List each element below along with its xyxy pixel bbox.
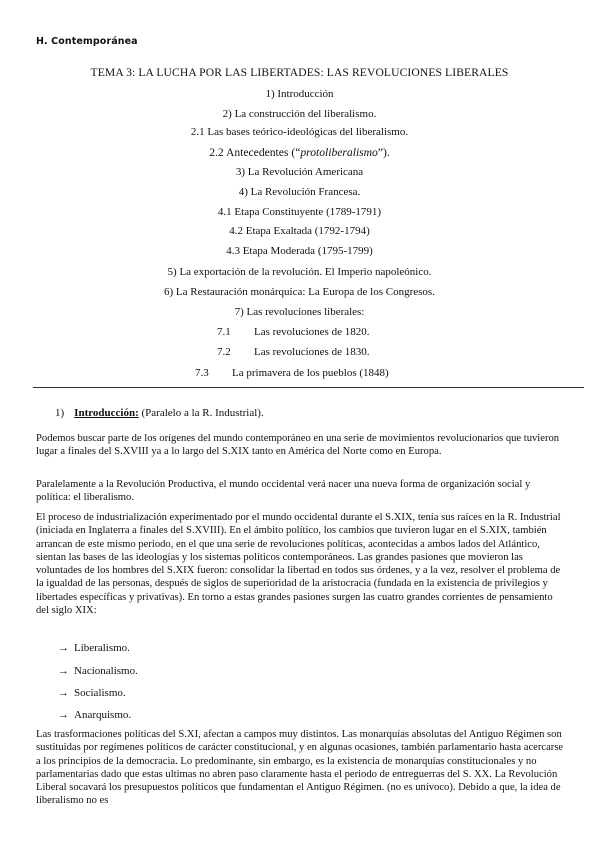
section-subtitle: (Paralelo a la R. Industrial). <box>138 407 264 419</box>
arrow-icon: → <box>58 642 69 654</box>
toc-subitem-num: 7.1 <box>217 326 231 338</box>
list-item <box>58 665 138 677</box>
list-item-label: Socialismo. <box>74 687 126 699</box>
arrow-icon: → <box>58 687 69 699</box>
toc-item-prefix: 2.2 Antecedentes (“ <box>209 146 301 159</box>
list-item <box>58 687 126 699</box>
toc-subitem-label: La primavera de los pueblos (1848) <box>232 367 389 379</box>
section-divider <box>33 387 584 388</box>
toc-item: 2.1 Las bases teórico-ideológicas del liberalismo. <box>190 126 409 138</box>
list-item-label: Anarquismo. <box>74 709 132 721</box>
toc-item: 2) La construcción del liberalismo. <box>222 108 377 120</box>
section-keyword: Introducción: <box>74 407 139 419</box>
toc-item: 4.1 Etapa Constituyente (1789-1791) <box>217 206 382 218</box>
arrow-icon: → <box>58 665 69 677</box>
list-item-label: Nacionalismo. <box>74 665 138 677</box>
toc-item-suffix: ”). <box>377 146 390 159</box>
list-item-label: Liberalismo. <box>74 642 130 654</box>
toc-item: 4) La Revolución Francesa. <box>238 186 361 198</box>
toc-item: 4.3 Etapa Moderada (1795-1799) <box>226 245 373 257</box>
course-header: H. Contemporánea <box>36 36 138 47</box>
toc-subitem-num: 7.2 <box>217 346 231 358</box>
toc-item: 7) Las revoluciones liberales: <box>234 306 365 318</box>
paragraph: Las trasformaciones políticas del S.XI, afectan a campos muy distintos. Las monarquías absolutas del Antiguo Régimen son sustituidas por regímenes políticos de carácter constitucional, y en algunas ocasiones, también parlamentario hasta acercarse a los principios de la democracia. Lo predominante, sin embargo, es la existencia de monarquías constitucionales y no parlamentarias dado que estas ultimas no abren paso claramente hasta el periodo de entreguerras del S. XX. La Revolución Liberal socavará los presupuestos políticos que fundamentan el Antiguo Régimen. (no es unívoco). Debido a que, la idea de liberalismo no es <box>36 729 564 807</box>
list-item <box>58 709 131 721</box>
toc-item: 1) Introducción <box>265 88 334 100</box>
toc-item: 5) La exportación de la revolución. El Imperio napoleónico. <box>167 266 432 278</box>
toc-item-italic: protoliberalismo <box>300 146 378 159</box>
paragraph: Podemos buscar parte de los orígenes del mundo contemporáneo en una serie de movimientos revolucionarios que tuvieron lugar a finales del S.XVIII ya a lo largo del S.XIX tanto en América del Norte como en Europa. <box>36 433 560 458</box>
paragraph: Paralelamente a la Revolución Productiva, el mundo occidental verá nacer una nueva forma de organización social y política: el liberalismo. <box>36 479 531 504</box>
toc-item-antecedentes <box>0 146 599 159</box>
section-heading-introduccion <box>55 407 264 419</box>
toc-item: 4.2 Etapa Exaltada (1792-1794) <box>229 225 370 237</box>
paragraph: El proceso de industrialización experimentado por el mundo occidental durante el S.XIX, tenía sus raíces en la R. Industrial (iniciada en Inglaterra a finales del S.XVIII). En el ámbito político, los cambios que tuvieron lugar en el S.XIX, también arrancan de este mismo periodo, en el que una serie de revoluciones políticas, acontecidas a ambos lados del Atlántico, sientan las bases de las ideologías y los sistemas políticos contemporáneos. Las grandes pasiones que movieron las voluntades de los hombres del S.XIX fueron: consolidar la libertad en todos sus órdenes, y a la vez, resolver el problema de la igualdad de las personas, después de siglos de superioridad de la aristocracia (fundada en la existencia de privilegios y libertades específicas y privativas). En torno a estas grandes pasiones surgen las cuatro grandes corrientes de pensamiento del siglo XIX: <box>36 512 561 617</box>
section-number: 1) <box>55 407 65 419</box>
toc-item: 3) La Revolución Americana <box>235 166 364 178</box>
arrow-icon: → <box>58 709 69 721</box>
toc-subitem-label: Las revoluciones de 1830. <box>254 346 370 358</box>
toc-item: 6) La Restauración monárquica: La Europa de los Congresos. <box>164 286 435 298</box>
document-title: TEMA 3: LA LUCHA POR LAS LIBERTADES: LAS REVOLUCIONES LIBERALES <box>90 66 509 79</box>
toc-subitem-label: Las revoluciones de 1820. <box>254 326 370 338</box>
toc-subitem-num: 7.3 <box>195 367 209 379</box>
list-item <box>58 642 130 654</box>
